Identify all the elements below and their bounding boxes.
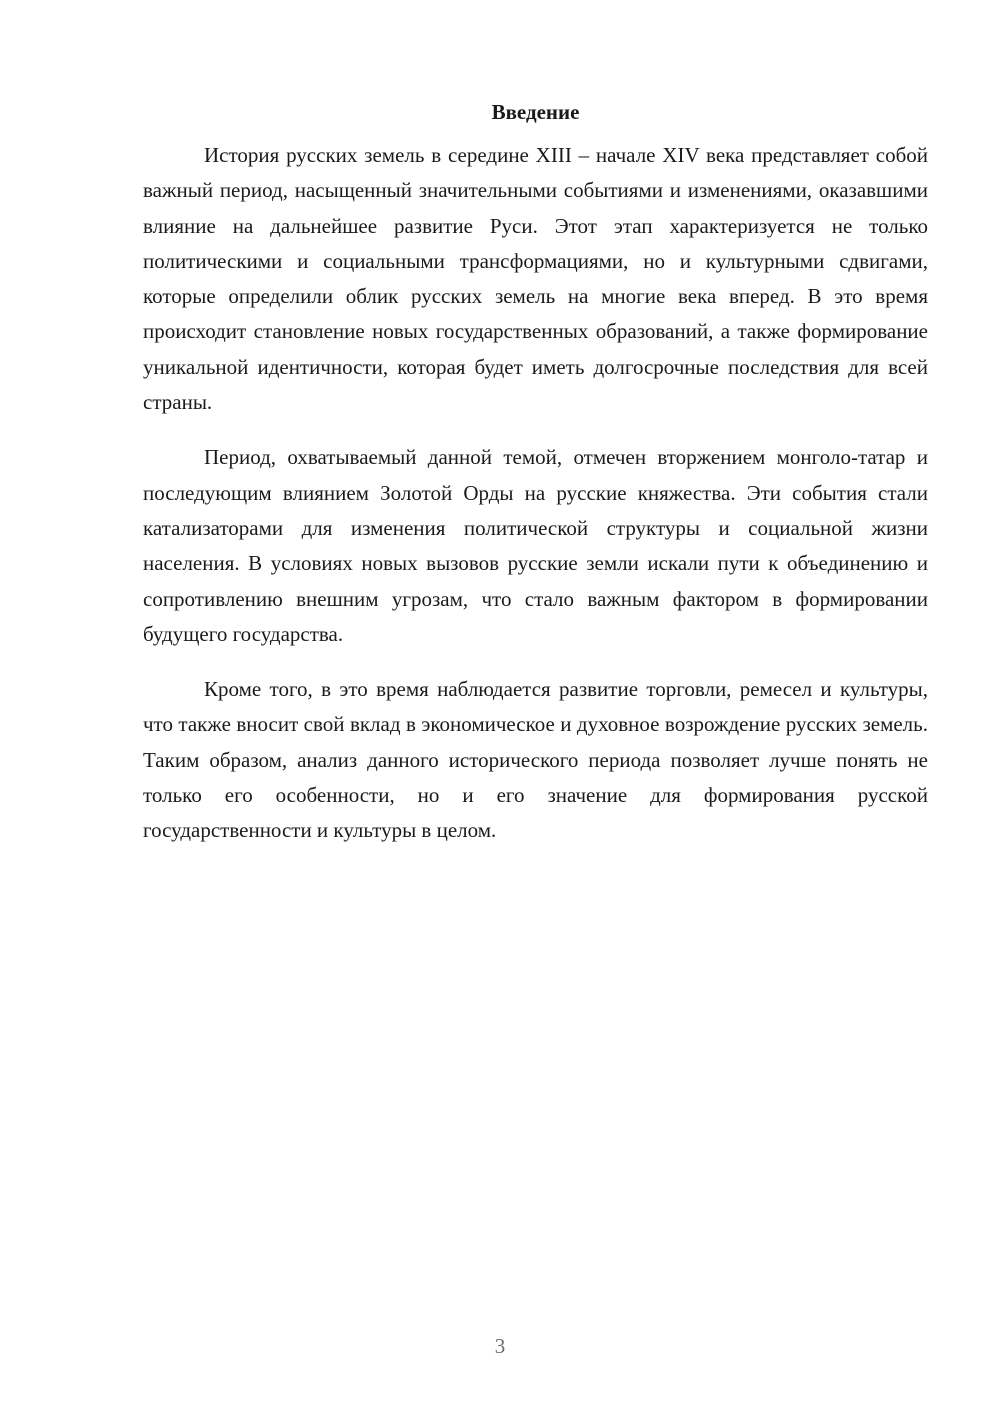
paragraph-3: Кроме того, в это время наблюдается развитие торговли, ремесел и культуры, что также вносит свой вклад в экономическое и духовное возрождение русских земель. Таким образом, анализ данного исторического периода позволяет лучше понять не только его особенности, но и его значение для формирования русской государственности и культуры в целом.: [143, 677, 928, 843]
page-number: 3: [494, 1334, 506, 1358]
paragraph-1: История русских земель в середине XIII – начале XIV века представляет собой важный период, насыщенный значительными событиями и изменениями, оказавшими влияние на дальнейшее развитие Руси. Этот этап характеризуется не только политическими и социальными трансформациями, но и культурными сдвигами, которые определили облик русских земель на многие века вперед. В это время происходит становление новых государственных образований, а также формирование уникальной идентичности, которая будет иметь долгосрочные последствия для всей страны.: [143, 143, 928, 415]
section-title: Введение: [491, 100, 580, 124]
page-content: [143, 98, 928, 869]
paragraph-2: Период, охватываемый данной темой, отмечен вторжением монголо-татар и последующим влиянием Золотой Орды на русские княжества. Эти события стали катализаторами для изменения политической структуры и социальной жизни населения. В условиях новых вызовов русские земли искали пути к объединению и сопротивлению внешним угрозам, что стало важным фактором в формировании будущего государства.: [143, 445, 928, 646]
